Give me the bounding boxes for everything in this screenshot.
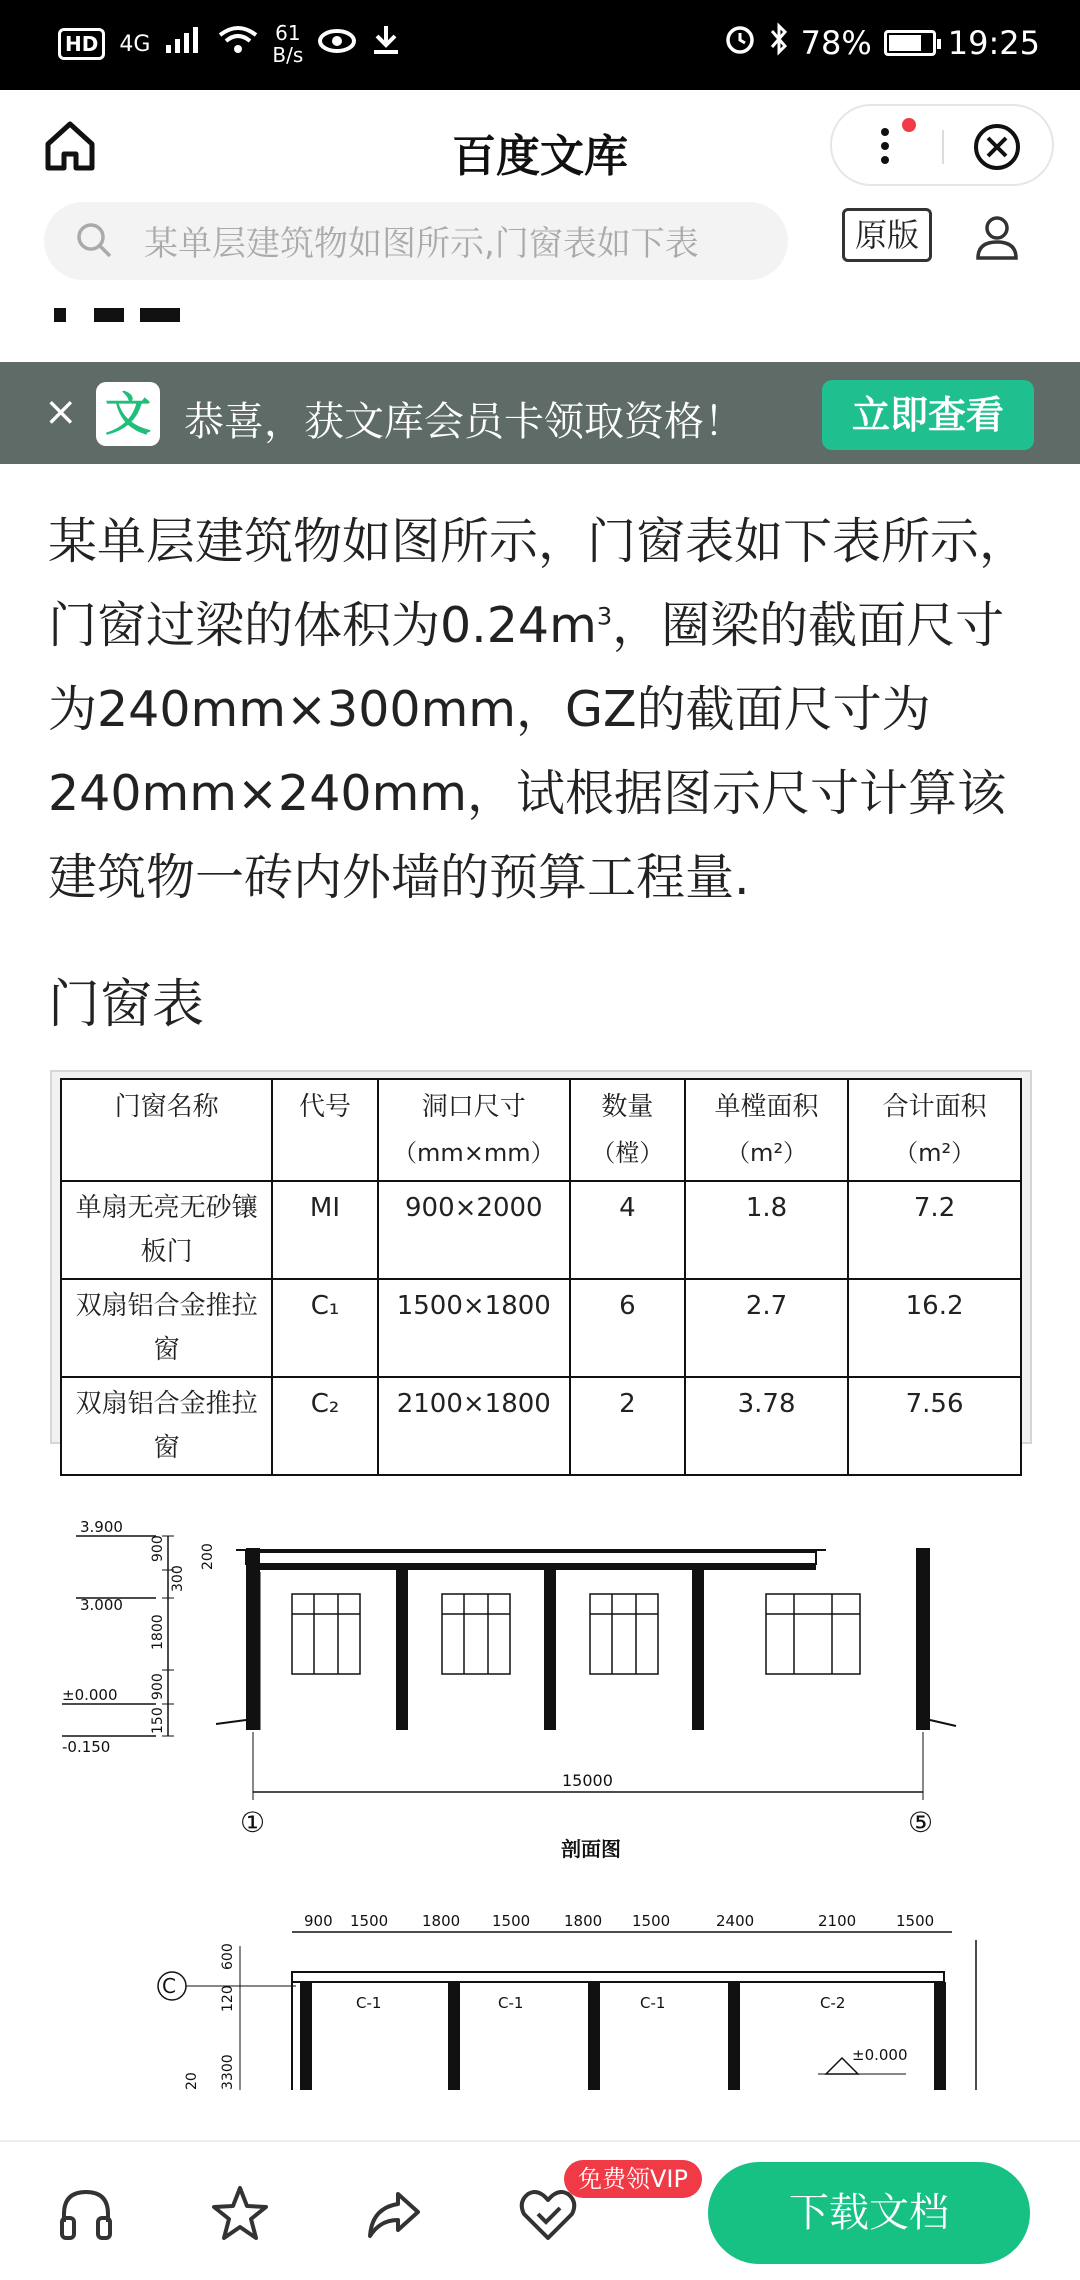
search-placeholder: 某单层建筑物如图所示,门窗表如下表 (144, 224, 699, 264)
cell-unit-area: 1.8 (685, 1181, 848, 1279)
bottom-toolbar (0, 2140, 1080, 2280)
search-input[interactable] (44, 202, 788, 280)
eye-icon (317, 25, 357, 63)
building-section-drawing (56, 1500, 986, 2090)
table (60, 1078, 1022, 1476)
dim-label: 900 (150, 1673, 166, 1700)
listen-button[interactable] (54, 2182, 118, 2246)
section-title: 门窗表 (48, 975, 205, 1035)
user-button[interactable] (972, 212, 1022, 262)
window-label: C-2 (820, 1994, 846, 2012)
elevation-label: 3.900 (80, 1518, 123, 1536)
star-icon (208, 2182, 272, 2246)
header-qty (570, 1079, 685, 1181)
cell-size: 900×2000 (378, 1181, 570, 1279)
plan-dim: 1500 (492, 1912, 531, 1930)
plan-side-dim: 3300 (220, 2054, 236, 2090)
table-row (61, 1279, 1021, 1377)
network-type: 4G (119, 31, 151, 57)
bluetooth-icon (769, 22, 789, 64)
plan-dim: 1500 (632, 1912, 671, 1930)
status-right (723, 22, 1040, 64)
header-total-area (848, 1079, 1021, 1181)
battery-percent: 78% (800, 24, 872, 62)
download-button[interactable]: 下载文档 (708, 2162, 1030, 2264)
elevation-label: ±0.000 (62, 1686, 118, 1704)
plan-dim: 1500 (896, 1912, 935, 1930)
header-unit: （m²） (894, 1139, 976, 1167)
axis-left: ① (240, 1806, 266, 1839)
cell-unit-area: 3.78 (685, 1377, 848, 1475)
table-row (61, 1181, 1021, 1279)
notification-dot (902, 118, 916, 132)
title-bar (0, 90, 1080, 202)
plan-dim: 2400 (716, 1912, 755, 1930)
cell-size: 2100×1800 (378, 1377, 570, 1475)
header-unit-area (685, 1079, 848, 1181)
elevation-label: 3.000 (80, 1596, 123, 1614)
cell-qty: 6 (570, 1279, 685, 1377)
more-icon (881, 128, 889, 136)
cell-code: MI (272, 1181, 378, 1279)
status-bar (0, 0, 1080, 90)
user-icon (972, 212, 1022, 262)
speed-value: 61 (275, 21, 301, 45)
headphones-icon (54, 2182, 118, 2246)
view-now-button[interactable]: 立即查看 (822, 380, 1034, 450)
cell-unit-area: 2.7 (685, 1279, 848, 1377)
network-speed (272, 22, 303, 66)
status-left (58, 22, 401, 66)
section-view (216, 1548, 956, 1861)
cell-code: C₁ (272, 1279, 378, 1377)
plan-side-dim: 20 (184, 2072, 200, 2090)
more-button[interactable] (878, 124, 892, 170)
question-paragraph (48, 500, 1038, 920)
signal-icon (164, 25, 204, 63)
close-button[interactable] (972, 122, 1022, 172)
header-unit: （樘） (591, 1139, 664, 1167)
window-label: C-1 (498, 1994, 524, 2012)
table-header-row (61, 1079, 1021, 1181)
header-unit: （mm×mm） (392, 1139, 555, 1167)
hd-badge: HD (58, 28, 105, 60)
plan-dim: 1800 (422, 1912, 461, 1930)
vip-banner (0, 362, 1080, 464)
mini-program-capsule (830, 104, 1054, 186)
paragraph-part1: 某单层建筑物如图所示，门窗表如下表所示，门窗过梁的体积为0.24m (48, 513, 1029, 654)
paragraph-part2: ，圈梁的截面尺寸为240mm×300mm，GZ的截面尺寸为240mm×240mm，试根据图示尺寸计算该建筑物一砖内外墙的预算工程量. (48, 597, 1007, 906)
capsule-divider (942, 130, 944, 164)
header-size (378, 1079, 570, 1181)
plan-elevation: ±0.000 (852, 2046, 908, 2064)
cell-qty: 4 (570, 1181, 685, 1279)
elevation-marks (62, 1518, 156, 1756)
window-label: C-1 (640, 1994, 666, 2012)
header-label: 合计面积 (882, 1092, 987, 1122)
wenku-logo: 文 (96, 382, 160, 446)
cell-qty: 2 (570, 1377, 685, 1475)
original-version-button[interactable]: 原版 (842, 208, 932, 262)
cell-name: 双扇铝合金推拉窗 (61, 1279, 272, 1377)
search-icon (74, 220, 114, 260)
plan-dim: 2100 (818, 1912, 857, 1930)
plan-view (158, 1912, 976, 2090)
close-icon (972, 122, 1022, 172)
header-unit: （m²） (726, 1139, 808, 1167)
scrolled-text-fragment (50, 288, 190, 322)
dim-label: 300 (170, 1565, 186, 1592)
header-label: 门窗名称 (114, 1092, 219, 1122)
more-icon-dot (881, 156, 889, 164)
banner-close-button[interactable]: × (44, 389, 78, 435)
cell-name: 单扇无亮无砂镶板门 (61, 1181, 272, 1279)
axis-right: ⑤ (908, 1806, 934, 1839)
cell-name: 双扇铝合金推拉窗 (61, 1377, 272, 1475)
header-name (61, 1079, 272, 1181)
door-window-table (50, 1070, 1032, 1463)
cell-code: C₂ (272, 1377, 378, 1475)
share-button[interactable] (362, 2182, 426, 2246)
search-row (0, 202, 1080, 280)
plan-axis: C (162, 1974, 176, 1998)
cell-total-area: 7.56 (848, 1377, 1021, 1475)
clock: 19:25 (947, 24, 1040, 62)
header-label: 代号 (298, 1092, 351, 1122)
header-label: 洞口尺寸 (421, 1092, 526, 1122)
banner-text: 恭喜，获文库会员卡领取资格！ (184, 399, 744, 445)
free-vip-badge[interactable]: 免费领VIP (564, 2160, 702, 2198)
plan-dim: 1500 (350, 1912, 389, 1930)
page-title: 百度文库 (452, 131, 628, 182)
header-label: 数量 (601, 1092, 654, 1122)
share-icon (362, 2182, 426, 2246)
table-row (61, 1377, 1021, 1475)
plan-dim: 900 (304, 1912, 333, 1930)
header-label: 单樘面积 (714, 1092, 819, 1122)
dim-label: 150 (150, 1707, 166, 1734)
plan-side-dim: 600 (220, 1943, 236, 1970)
cell-size: 1500×1800 (378, 1279, 570, 1377)
download-status-icon (371, 24, 401, 64)
cell-total-area: 16.2 (848, 1279, 1021, 1377)
header-code (272, 1079, 378, 1181)
dim-label: 200 (200, 1543, 216, 1570)
battery-icon (884, 30, 936, 56)
paragraph-superscript: 3 (596, 602, 613, 631)
plan-dim: 1800 (564, 1912, 603, 1930)
wifi-icon (218, 25, 258, 63)
alarm-icon (723, 22, 757, 64)
cell-total-area: 7.2 (848, 1181, 1021, 1279)
plan-side-dim: 120 (220, 1985, 236, 2012)
overall-length: 15000 (562, 1771, 613, 1790)
more-icon-dot (881, 142, 889, 150)
vertical-dimensions (150, 1535, 216, 1736)
speed-unit: B/s (272, 43, 304, 67)
dim-label: 900 (150, 1535, 166, 1562)
elevation-label: -0.150 (62, 1738, 111, 1756)
window-label: C-1 (356, 1994, 382, 2012)
dim-label: 1800 (150, 1614, 166, 1650)
favorite-button[interactable] (208, 2182, 272, 2246)
section-caption: 剖面图 (561, 1837, 621, 1861)
